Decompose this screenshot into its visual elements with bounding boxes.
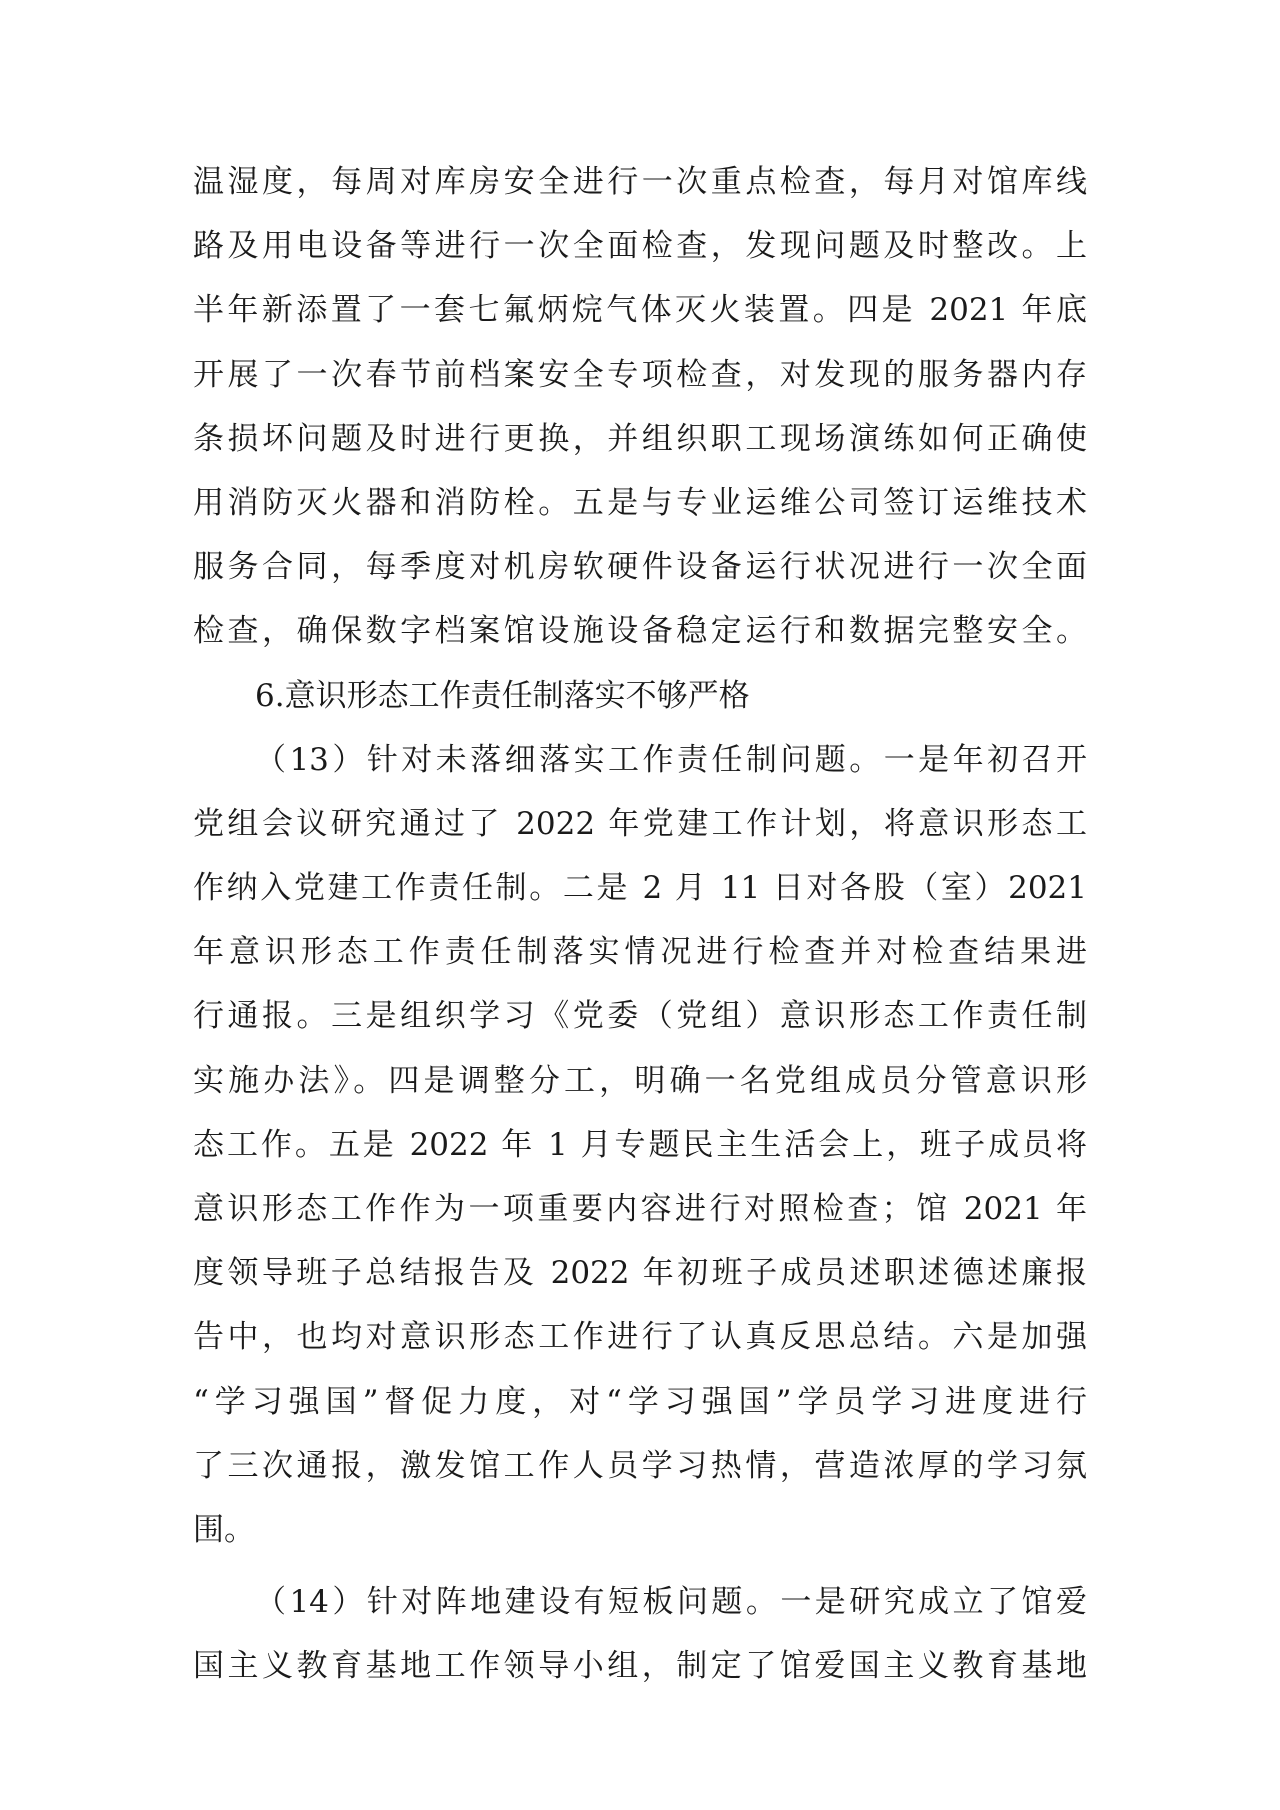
text-line: 检查，确保数字档案馆设施设备稳定运行和数据完整安全。 — [193, 613, 1087, 650]
paragraph-last-line: 围。 — [193, 1511, 255, 1548]
text-line: “学习强国”督促力度，对“学习强国”学员学习进度进行 — [193, 1383, 1087, 1420]
text-line: 作纳入党建工作责任制。二是 2 月 11 日对各股（室）2021 — [193, 870, 1087, 907]
text-line: 路及用电设备等进行一次全面检查，发现问题及时整改。上 — [193, 228, 1087, 265]
text-line: 服务合同，每季度对机房软硬件设备运行状况进行一次全面 — [193, 549, 1087, 586]
text-line: 态工作。五是 2022 年 1 月专题民主生活会上，班子成员将 — [193, 1126, 1087, 1163]
section-heading: 6.意识形态工作责任制落实不够严格 — [255, 677, 750, 714]
text-line: 度领导班子总结报告及 2022 年初班子成员述职述德述廉报 — [193, 1255, 1087, 1292]
text-line: 意识形态工作作为一项重要内容进行对照检查；馆 2021 年 — [193, 1191, 1087, 1227]
text-line: 行通报。三是组织学习《党委（党组）意识形态工作责任制 — [193, 998, 1087, 1035]
text-line: 年意识形态工作责任制落实情况进行检查并对检查结果进 — [193, 934, 1087, 971]
paragraph-first-line: （14）针对阵地建设有短板问题。一是研究成立了馆爱 — [255, 1584, 1087, 1621]
text-line: 用消防灭火器和消防栓。五是与专业运维公司签订运维技术 — [193, 484, 1087, 521]
document-body — [193, 150, 1087, 1699]
text-line: 告中，也均对意识形态工作进行了认真反思总结。六是加强 — [193, 1319, 1087, 1356]
paragraph-first-line: （13）针对未落细落实工作责任制问题。一是年初召开 — [255, 741, 1087, 778]
text-line: 温湿度，每周对库房安全进行一次重点检查，每月对馆库线 — [193, 164, 1087, 200]
text-line: 党组会议研究通过了 2022 年党建工作计划，将意识形态工 — [193, 805, 1087, 842]
text-line: 了三次通报，激发馆工作人员学习热情，营造浓厚的学习氛 — [193, 1447, 1087, 1484]
text-line: 实施办法》。四是调整分工，明确一名党组成员分管意识形 — [193, 1062, 1087, 1099]
paragraph-gap — [193, 1562, 1087, 1570]
text-line: 开展了一次春节前档案安全专项检查，对发现的服务器内存 — [193, 356, 1087, 393]
text-line: 半年新添置了一套七氟炳烷气体灭火装置。四是 2021 年底 — [193, 292, 1087, 329]
text-line: 条损坏问题及时进行更换，并组织职工现场演练如何正确使 — [193, 420, 1087, 457]
text-line: 国主义教育基地工作领导小组，制定了馆爱国主义教育基地 — [193, 1648, 1087, 1685]
